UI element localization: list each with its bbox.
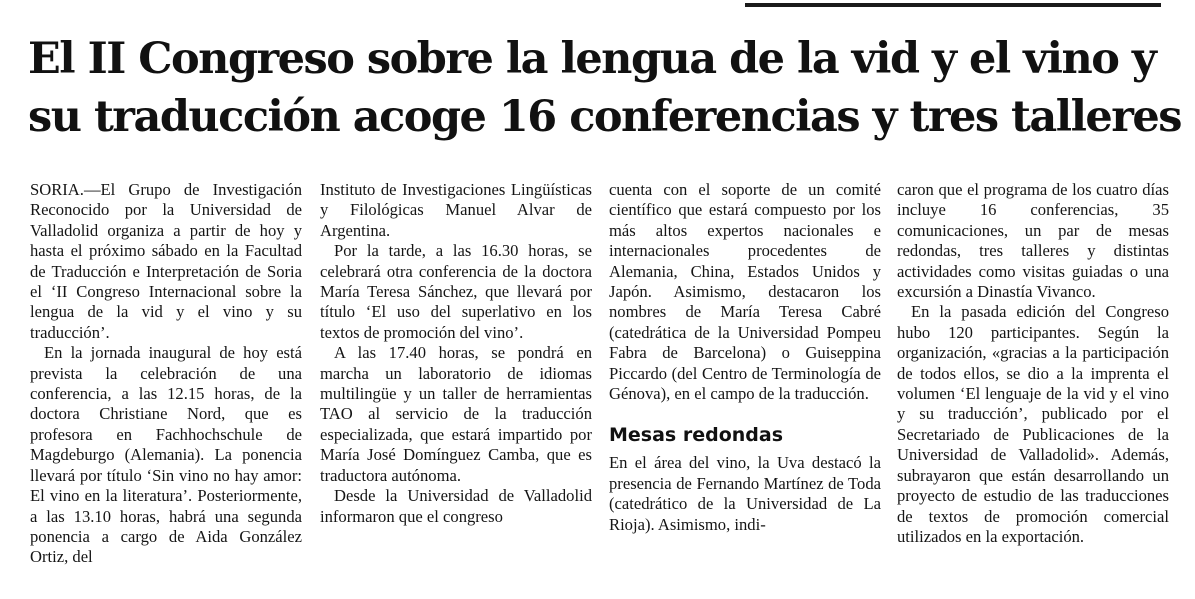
paragraph-9: caron que el programa de los cuatro días incluye 16 conferencias, 35 comunicaciones, un par de mesas redondas, tres talleres y distintas actividades como visitas guiadas o una excursión a Dinastía Vivanco. bbox=[897, 180, 1169, 302]
headline-line-1: El II Congreso sobre la lengua de la vid y el vino y bbox=[28, 34, 1156, 84]
column-1 bbox=[30, 180, 302, 568]
paragraph-3: Instituto de Investigaciones Lingüísticas y Filológicas Manuel Alvar de Argentina. bbox=[320, 180, 592, 240]
subheading: Mesas redondas bbox=[609, 424, 784, 447]
paragraph-6: Desde la Universidad de Valladolid informaron que el congreso bbox=[320, 486, 592, 526]
paragraph-10: En la pasada edición del Congreso hubo 120 participantes. Según la organización, «gracias a la participación de todos ellos, se dio a la imprenta el volumen ‘El lenguaje de la vid y el vino y su traducción’, publicado por el Secretariado de Publicaciones de la Universidad de Valladolid». Además, subrayaron que están desarrollando un proyecto de estudio de las traducciones de textos de promoción comercial utilizados en la exportación. bbox=[897, 302, 1169, 546]
column-4 bbox=[897, 180, 1169, 547]
headline-line-2: su traducción acoge 16 conferencias y tres talleres bbox=[28, 92, 1181, 142]
paragraph-5: A las 17.40 horas, se pondrá en marcha un laboratorio de idiomas multilingüe y un taller de herramientas TAO al servicio de la traducción especializada, que estará impartido por María José Domínguez Camba, que es traductora autónoma. bbox=[320, 343, 592, 485]
headline bbox=[28, 30, 1181, 146]
column-2 bbox=[320, 180, 592, 527]
paragraph-7: cuenta con el soporte de un comité científico que estará compuesto por los más altos expertos nacionales e internacionales procedentes de Alemania, China, Estados Unidos y Japón. Asimismo, destacaron los nombres de María Teresa Cabré (catedrática de la Universidad Pompeu Fabra de Barcelona) o Guiseppina Piccardo (del Centro de Terminología de Génova), en el campo de la traducción. bbox=[609, 180, 881, 404]
paragraph-1: SORIA.—El Grupo de Investigación Reconocido por la Universidad de Valladolid organiza a partir de hoy y hasta el próximo sábado en la Facultad de Traducción e Interpretación de Soria el ‘II Congreso Internacional sobre la lengua de la vid y el vino y su traducción’. bbox=[30, 180, 302, 342]
paragraph-2: En la jornada inaugural de hoy está prevista la celebración de una conferencia, a las 12.15 horas, de la doctora Christiane Nord, que es profesora en Fachhochschule de Magdeburgo (Alemania). La ponencia llevará por título ‘Sin vino no hay amor: El vino en la literatura’. Posteriormente, a las 13.10 horas, habrá una segunda ponencia a cargo de Aida González Ortiz, del bbox=[30, 343, 302, 567]
column-3 bbox=[609, 180, 881, 535]
top-rule bbox=[745, 3, 1161, 7]
paragraph-8: En el área del vino, la Uva destacó la presencia de Fernando Martínez de Toda (catedrático de la Universidad de La Rioja). Asimismo, indi- bbox=[609, 453, 881, 534]
paragraph-4: Por la tarde, a las 16.30 horas, se celebrará otra conferencia de la doctora María Teresa Sánchez, que llevará por título ‘El uso del superlativo en los textos de promoción del vino’. bbox=[320, 241, 592, 342]
